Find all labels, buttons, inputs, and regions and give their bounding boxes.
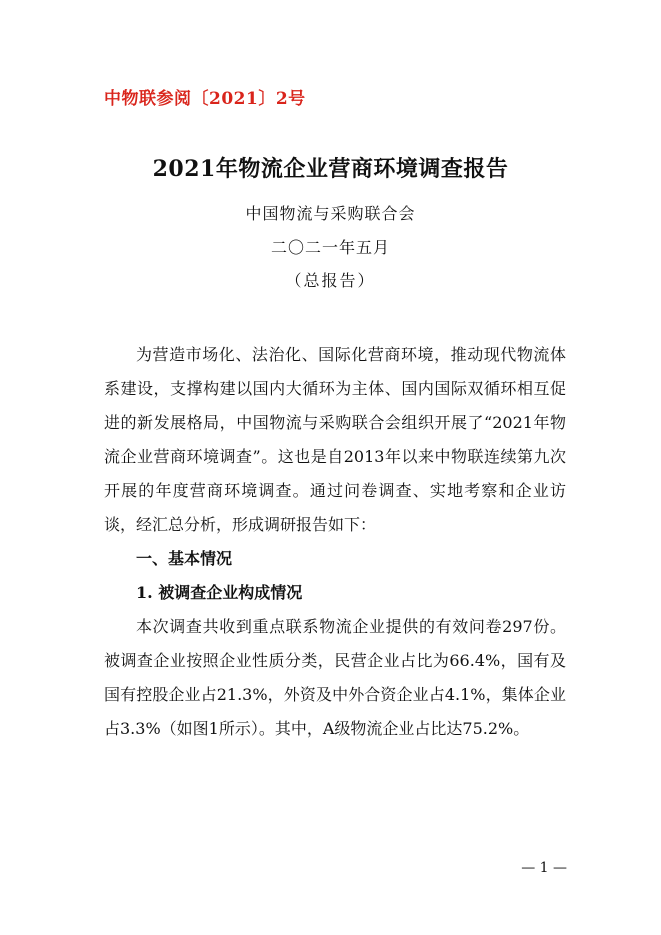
issuing-organization: 中国物流与采购联合会 [245, 204, 416, 223]
report-subtitle: （总报告） [285, 271, 376, 290]
subsection-heading-composition: 1. 被调查企业构成情况 [136, 583, 303, 602]
body-content [104, 338, 566, 746]
section-heading-basic-info: 一、基本情况 [136, 549, 233, 568]
intro-paragraph: 为营造市场化、法治化、国际化营商环境，推动现代物流体系建设，支撑构建以国内大循环为主体、国内国际双循环相互促进的新发展格局，中国物流与采购联合会组织开展了“2021年物流企业营商环境调查”。这也是自2013年以来中物联连续第九次开展的年度营商环境调查。通过问卷调查、实地考察和企业访谈，经汇总分析，形成调研报告如下： [104, 345, 566, 534]
document-number: 中物联参阅〔2021〕2号 [104, 89, 306, 109]
report-title: 2021年物流企业营商环境调查报告 [152, 156, 509, 182]
composition-paragraph: 本次调查共收到重点联系物流企业提供的有效问卷297份。被调查企业按照企业性质分类，民营企业占比为66.4%，国有及国有控股企业占21.3%，外资及中外合资企业占4.1%，集体企业占3.3%（如图1所示）。其中，A级物流企业占比达75.2%。 [104, 617, 566, 738]
page-number: — 1 — [521, 860, 567, 876]
issue-date: 二〇二一年五月 [270, 238, 390, 257]
